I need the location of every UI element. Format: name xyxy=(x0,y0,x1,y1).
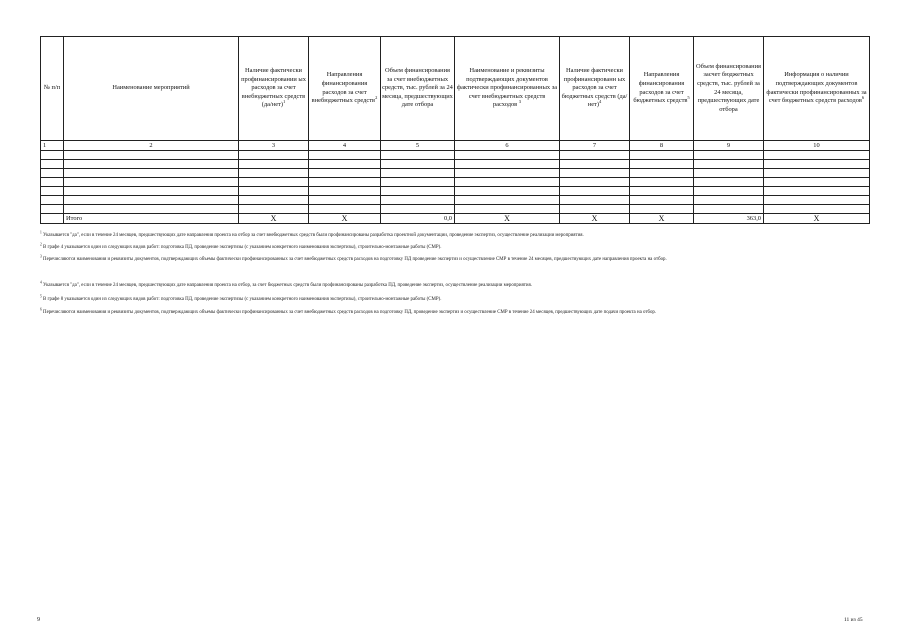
total-row xyxy=(41,214,870,224)
total-cell: X xyxy=(239,214,309,224)
empty-cell xyxy=(764,187,870,196)
empty-cell xyxy=(764,196,870,205)
empty-cell xyxy=(64,151,239,160)
empty-cell xyxy=(381,205,455,214)
empty-cell xyxy=(630,160,694,169)
empty-cell xyxy=(560,160,630,169)
empty-cell xyxy=(309,196,381,205)
header-offbudget-volume: Объем финансирования за счет внебюджетных средств, тыс. рублей за 24 месяца, предшествующих дате отбора xyxy=(381,37,455,141)
column-number: 4 xyxy=(309,141,381,151)
empty-cell xyxy=(41,151,64,160)
empty-cell xyxy=(455,160,560,169)
empty-cell xyxy=(560,205,630,214)
column-number: 2 xyxy=(64,141,239,151)
table-row xyxy=(41,187,870,196)
empty-cell xyxy=(764,205,870,214)
page-number: 9 xyxy=(37,617,40,623)
empty-cell xyxy=(455,178,560,187)
header-row-number: № п/п xyxy=(41,37,64,141)
empty-cell xyxy=(764,178,870,187)
empty-cell xyxy=(41,205,64,214)
funding-table xyxy=(40,36,870,224)
total-cell xyxy=(41,214,64,224)
empty-cell xyxy=(455,169,560,178)
empty-cell xyxy=(239,160,309,169)
empty-cell xyxy=(764,151,870,160)
table-row xyxy=(41,196,870,205)
total-cell: X xyxy=(309,214,381,224)
empty-cell xyxy=(239,187,309,196)
total-cell: X xyxy=(560,214,630,224)
empty-cell xyxy=(630,187,694,196)
total-cell: X xyxy=(455,214,560,224)
empty-cell xyxy=(41,187,64,196)
total-cell: X xyxy=(630,214,694,224)
table-row xyxy=(41,160,870,169)
empty-cell xyxy=(64,196,239,205)
empty-cell xyxy=(381,187,455,196)
empty-cell xyxy=(455,151,560,160)
table-row xyxy=(41,178,870,187)
empty-cell xyxy=(64,178,239,187)
column-number: 10 xyxy=(764,141,870,151)
empty-cell xyxy=(560,169,630,178)
empty-cell xyxy=(694,205,764,214)
empty-cell xyxy=(309,187,381,196)
empty-cell xyxy=(41,160,64,169)
empty-cell xyxy=(239,178,309,187)
header-budget-documents: Информация о наличии подтверждающих документов фактически профинансированных за счет бюджетных средств расходов$^6$ xyxy=(764,37,870,141)
header-offbudget-documents: Наименование и реквизиты подтверждающих документов фактически профинансированных за счет внебюджетных средств расходов $^3$ xyxy=(455,37,560,141)
header-budget-directions: Направления финансирования расходов за счет бюджетных средств$^5$ xyxy=(630,37,694,141)
total-offbudget-volume: 0,0 xyxy=(381,214,455,224)
empty-cell xyxy=(560,178,630,187)
column-number: 5 xyxy=(381,141,455,151)
empty-cell xyxy=(694,187,764,196)
empty-cell xyxy=(455,187,560,196)
column-number: 8 xyxy=(630,141,694,151)
empty-cell xyxy=(309,160,381,169)
empty-cell xyxy=(764,169,870,178)
table-row xyxy=(41,205,870,214)
column-number: 1 xyxy=(41,141,64,151)
footnote: $^3$ Перечисляются наименования и реквизиты документов, подтверждающих объемы фактически профинансированных за счет внебюджетных средств расходов на подготовку ПД проведение экспертиз и осуществление СМР в течение 24 месяцев, предшествующих дате направления проекта на отбор. xyxy=(40,254,667,262)
empty-cell xyxy=(630,205,694,214)
empty-cell xyxy=(560,196,630,205)
empty-cell xyxy=(455,196,560,205)
empty-cell xyxy=(694,160,764,169)
empty-cell xyxy=(239,196,309,205)
empty-cell xyxy=(694,178,764,187)
column-number: 7 xyxy=(560,141,630,151)
total-label: Итого xyxy=(64,214,239,224)
empty-cell xyxy=(764,160,870,169)
empty-cell xyxy=(41,196,64,205)
empty-cell xyxy=(455,205,560,214)
empty-cell xyxy=(694,169,764,178)
column-number: 3 xyxy=(239,141,309,151)
empty-cell xyxy=(560,151,630,160)
header-offbudget-directions: Направления финансирования расходов за счет внебюджетных средств$^2$ xyxy=(309,37,381,141)
empty-cell xyxy=(239,169,309,178)
header-activity-name: Наименование мероприятий xyxy=(64,37,239,141)
empty-cell xyxy=(239,151,309,160)
empty-cell xyxy=(309,178,381,187)
empty-cell xyxy=(239,205,309,214)
empty-cell xyxy=(630,196,694,205)
total-cell: X xyxy=(764,214,870,224)
empty-cell xyxy=(630,169,694,178)
empty-cell xyxy=(309,205,381,214)
column-number: 9 xyxy=(694,141,764,151)
empty-cell xyxy=(309,151,381,160)
header-row xyxy=(41,37,870,141)
column-number: 6 xyxy=(455,141,560,151)
header-budget-volume: Объем финансирования засчет бюджетных средств, тыс. рублей за 24 месяца, предшествующих дате отбора xyxy=(694,37,764,141)
footnote: $^4$ Указывается "да", если в течение 24 месяцев, предшествующих дате направления проекта на отбор, за счет бюджетных средств были профинансированы разработка ПД, проведение экспертиз, осуществление реализации мероприятия. xyxy=(40,280,532,288)
empty-cell xyxy=(560,187,630,196)
page-reference: 11 из 45 xyxy=(844,617,863,623)
empty-cell xyxy=(41,178,64,187)
footnote: $^1$ Указывается "да", если в течение 24 месяцев, предшествующих дате направления проекта на отбор за счет внебюджетных средств были профинансированы разработка проектной документации, проведение экспертиз, осуществление реализации мероприятия. xyxy=(40,230,584,238)
empty-cell xyxy=(381,169,455,178)
empty-cell xyxy=(630,178,694,187)
empty-cell xyxy=(694,151,764,160)
total-budget-volume: 363,0 xyxy=(694,214,764,224)
empty-cell xyxy=(381,160,455,169)
header-budget-funded: Наличие фактически профинансированн ых расходов за счет бюджетных средств $(да/нет)^4$ xyxy=(560,37,630,141)
empty-cell xyxy=(694,196,764,205)
footnote: $^2$ В графе 4 указывается один из следующих видов работ: подготовка ПД, проведение экспертизы (с указанием конкретного наименования экспертизы), строительно-монтажные работы (СМР). xyxy=(40,242,442,250)
empty-cell xyxy=(381,196,455,205)
empty-cell xyxy=(309,169,381,178)
empty-cell xyxy=(64,160,239,169)
column-number-row xyxy=(41,141,870,151)
footnote: $^5$ В графе 8 указывается один из следующих видов работ: подготовка ПД, проведение экспертизы (с указанием конкретного наименования экспертизы), строительно-монтажные работы (СМР). xyxy=(40,294,442,302)
header-offbudget-funded: Наличие фактически профинансировании ых расходов за счет внебюджетных средств $(да/нет)^1$ xyxy=(239,37,309,141)
empty-cell xyxy=(64,187,239,196)
empty-cell xyxy=(381,151,455,160)
empty-cell xyxy=(381,178,455,187)
table-row xyxy=(41,151,870,160)
table-row xyxy=(41,169,870,178)
empty-cell xyxy=(630,151,694,160)
empty-cell xyxy=(41,169,64,178)
empty-cell xyxy=(64,169,239,178)
empty-cell xyxy=(64,205,239,214)
footnote: $^6$ Перечисляются наименования и реквизиты документов, подтверждающих объемы фактически профинансированных за счет внебюджетных средств расходов на подготовку ПД, проведение экспертиз и осуществление СМР в течение 24 месяцев, предшествующих дате подачи проекта на отбор. xyxy=(40,307,657,315)
